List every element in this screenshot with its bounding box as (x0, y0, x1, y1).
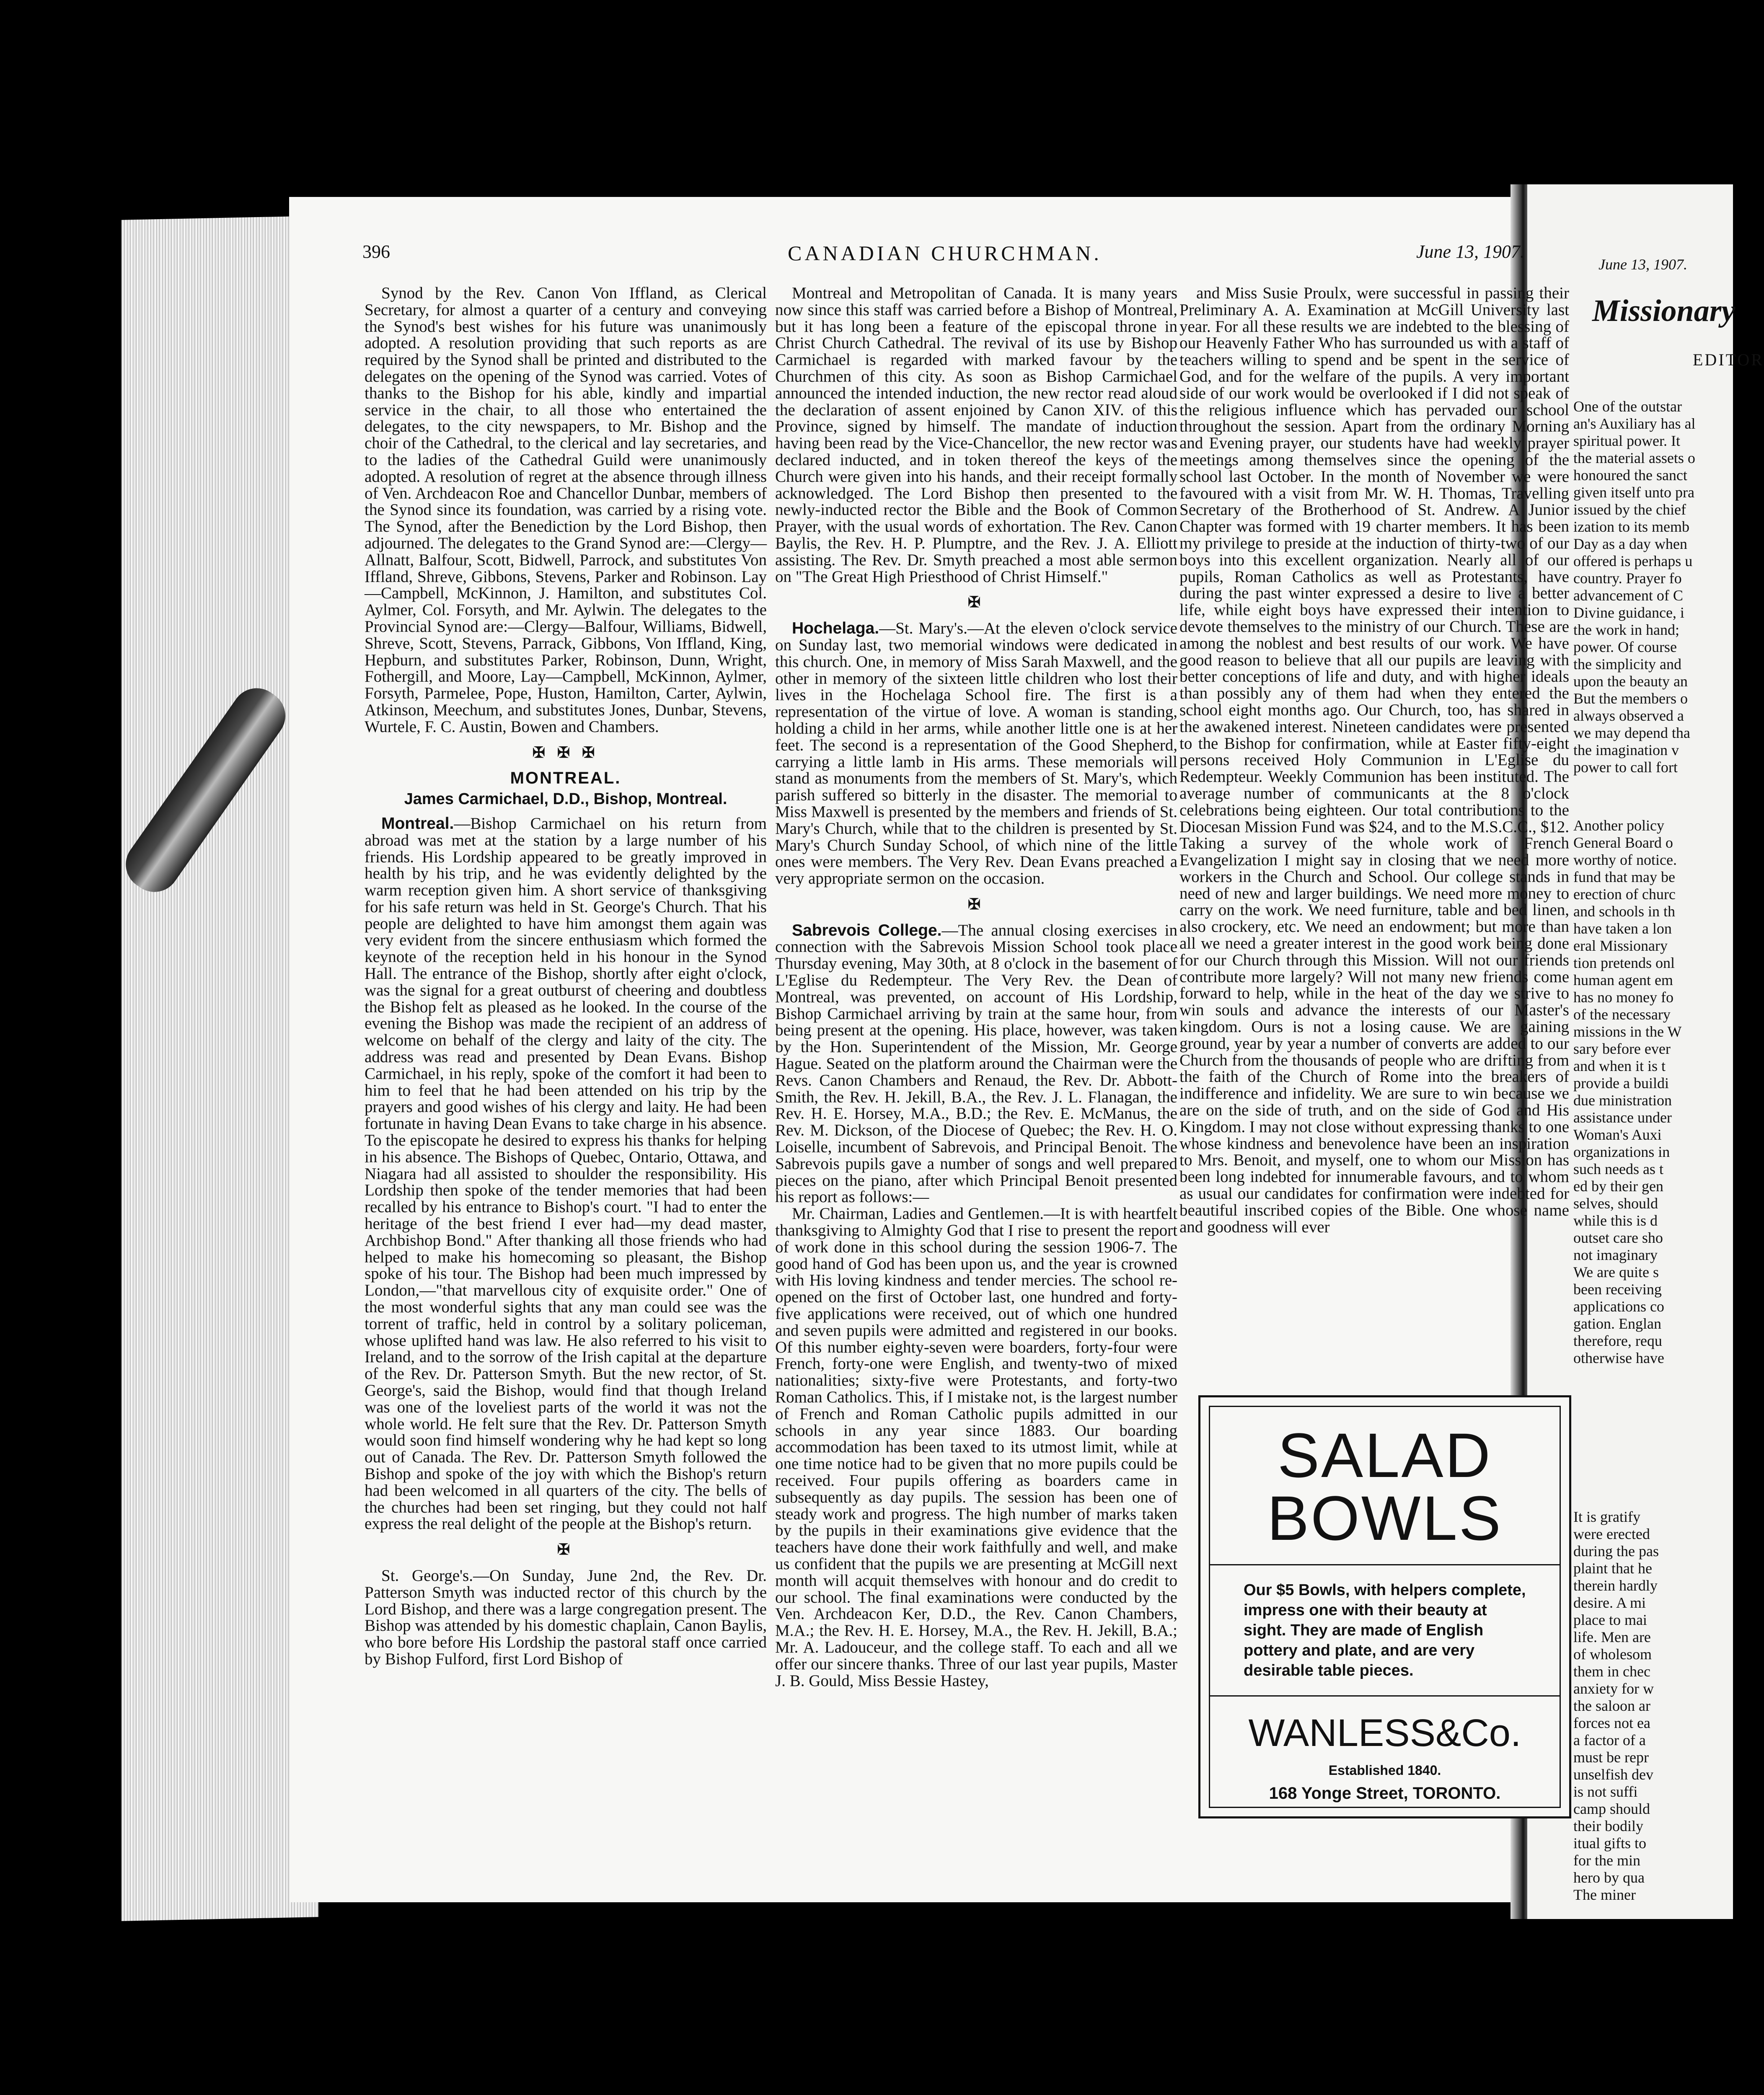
right-page-line: desire. A mi (1573, 1594, 1646, 1611)
right-page-column-top (1573, 398, 1733, 776)
right-page-line: place to mai (1573, 1611, 1647, 1628)
section-heading: MONTREAL. (510, 769, 621, 788)
right-page-line: We are quite s (1573, 1264, 1659, 1280)
right-page-line: worthy of notice. (1573, 851, 1677, 868)
journal-title: CANADIAN CHURCHMAN. (788, 241, 1102, 265)
right-page-subtitle: EDITOR (1693, 350, 1764, 369)
column-2 (775, 285, 1177, 1689)
right-page-line: life. Men are (1573, 1629, 1651, 1645)
right-page-line: hero by qua (1573, 1869, 1645, 1886)
right-page-line: Divine guidance, i (1573, 604, 1684, 621)
right-page-line: and when it is t (1573, 1058, 1666, 1074)
right-page-line: the saloon ar (1573, 1697, 1650, 1714)
right-page-line: during the pas (1573, 1543, 1659, 1560)
right-page-line: Day as a day when (1573, 535, 1687, 552)
right-page-line: tion pretends onl (1573, 954, 1675, 971)
sabrevois-lead: Sabrevois College. (792, 921, 942, 939)
ad-title-line-1: SALAD (1278, 1420, 1492, 1490)
right-page-line: anxiety for w (1573, 1680, 1654, 1697)
right-page-line: power to call fort (1573, 759, 1678, 776)
right-page-line: human agent em (1573, 972, 1673, 988)
right-page-line: upon the beauty an (1573, 673, 1688, 690)
right-page-line: ed by their gen (1573, 1178, 1663, 1195)
right-page-line: General Board o (1573, 834, 1673, 851)
advertisement-frame (1209, 1406, 1561, 1808)
right-page-date: June 13, 1907. (1598, 256, 1687, 273)
right-page-line: always observed a (1573, 707, 1684, 724)
montreal-lead: Montreal. (381, 814, 454, 833)
ad-title (1210, 1420, 1560, 1553)
synod-paragraph: Synod by the Rev. Canon Von Iffland, as Clerical Secretary, for almost a quarter of a century and conveying the Synod's best wishes for his future was unanimously adopted. A resolution providing that such reports as are required by the Synod shall be printed and distributed to the delegates on the opening of the Synod was carried. Votes of thanks to the Bishop for his able, kindly and impartial service in the chair, to all those who entertained the delegates, to the city newspapers, to Mr. Bishop and the choir of the Cathedral, to the clerical and lay secretaries, and to the ladies of the Cathedral Guild were unanimously adopted. A resolution of regret at the absence through illness of Ven. Archdeacon Roe and Chancellor Dunbar, members of the Synod since its foundation, was carried by a rising vote. The Synod, after the Benediction by the Lord Bishop, then adjourned. The delegates to the Grand Synod are:—Clergy—Allnatt, Balfour, Scott, Bidwell, Parrock, and substitutes Von Iffland, Shreve, Gibbons, Stevens, Parker and Robinson. Lay—Campbell, McKinnon, J. Hamilton, and substitutes Col. Aylmer, Col. Forsyth, and Mr. Aylwin. The delegates to the Provincial Synod are:—Clergy—Balfour, Williams, Bidwell, Shreve, Scott, Stevens, Parrack, Gibbons, Von Iffland, King, Hepburn, and substitutes Parker, Robinson, Dunn, Wright, Fothergill, and Moore, Lay—Campbell, McKinnon, Aylmer, Forsyth, Parmelee, Pope, Huston, Hamilton, Carter, Aylwin, Atkinson, Meechum, and substitutes Jones, Dunbar, Stevens, Wurtele, F. C. Austin, Bowen and Chambers. (365, 284, 767, 736)
right-page-line: selves, should (1573, 1195, 1658, 1212)
right-page-line: Woman's Auxi (1573, 1126, 1662, 1143)
right-page-line: offered is perhaps u (1573, 553, 1693, 569)
right-page-line: outset care sho (1573, 1229, 1663, 1246)
right-page-line: Another policy (1573, 817, 1664, 834)
right-page-line: advancement of C (1573, 587, 1683, 604)
ad-address: 168 Yonge Street, TORONTO. (1269, 1784, 1501, 1803)
right-page-line: spiritual power. It (1573, 432, 1680, 449)
report-paragraph: Mr. Chairman, Ladies and Gentlemen.—It is with heartfelt thanksgiving to Almighty God that I rise to present the report of work done in this school during the session 1906-7. The good hand of God has been upon us, and the year is crowned with His loving kindness and tender mercies. The school re-opened on the first of October last, one hundred and forty-five applications were received, out of which one hundred and seven pupils were admitted and registered in our books. Of this number eighty-seven were boarders, forty-four were French, forty-one were English, and twenty-two of mixed nationalities; sixty-five were Protestants, and forty-two Roman Catholics. This, if I mistake not, is the largest number of French and Roman Catholic pupils admitted in our schools in any year since 1883. Our boarding accommodation has been taxed to its utmost limit, while at one time notice had to be given that no more pupils could be received. Four pupils offering as boarders came in subsequently as day pupils. The session has been one of steady work and progress. The high number of marks taken by the pupils in their examinations give evidence that the teachers have done their work faithfully and well, and make us confident that the pupils we are presenting at McGill next month will acquit themselves with honour and do credit to our school. The final examinations were conducted by the Ven. Archdeacon Ker, D.D., the Rev. Canon Chambers, M.A.; the Rev. H. E. Horsey, M.A., the Rev. H. Jekill, B.A.; Mr. A. Ladouceur, and the college staff. To each and all we offer our sincere thanks. Three of our last year pupils, Master J. B. Gould, Miss Bessie Hastey, (775, 1205, 1177, 1690)
right-page-line: due ministration (1573, 1092, 1672, 1109)
right-page-line: an's Auxiliary has al (1573, 415, 1696, 432)
right-page-line: power. Of course (1573, 639, 1677, 655)
right-page-line: But the members o (1573, 690, 1688, 707)
right-page-line: we may depend tha (1573, 724, 1690, 741)
column-1 (365, 285, 767, 1668)
small-separator: ✠ (557, 1541, 574, 1558)
right-page-line: their bodily (1573, 1818, 1643, 1834)
right-page-line: honoured the sanct (1573, 467, 1687, 484)
right-page-line: must be repr (1573, 1749, 1649, 1766)
issue-date: June 13, 1907. (1416, 241, 1525, 262)
salad-bowls-advertisement (1198, 1395, 1571, 1818)
right-page-line: country. Prayer fo (1573, 570, 1682, 587)
right-page-line: ization to its memb (1573, 518, 1689, 535)
induction-paragraph: Montreal and Metropolitan of Canada. It is many years now since this staff was carried before a Bishop of Montreal, but it has long been a feature of the episcopal throne in Christ Church Cathedral. The revival of its use by Bishop Carmichael is regarded with marked favour by the Churchmen of this city. As soon as Bishop Carmichael announced the intended induction, the new rector read aloud the declaration of assent enjoined by Canon XIV. of this Province, signed by himself. The mandate of induction having been read by the Vice-Chancellor, the new rector was declared inducted, and in token thereof the keys of the Church were given into his hands, and their receipt formally acknowledged. The Lord Bishop then presented to the newly-inducted rector the Bible and the Book of Common Prayer, with the usual words of exhortation. The Rev. Canon Baylis, the Rev. H. P. Plumptre, and the Rev. J. A. Elliott assisting. The Rev. Dr. Smyth preached a most able sermon on "The Great High Priesthood of Christ Himself." (775, 284, 1177, 586)
hochelaga-paragraph (775, 620, 1177, 887)
right-page-line: forces not ea (1573, 1715, 1650, 1731)
right-page-line: issued by the chief (1573, 501, 1686, 518)
hochelaga-lead: Hochelaga. (792, 619, 879, 638)
right-page-line: given itself unto pra (1573, 484, 1694, 501)
right-page-line: is not suffi (1573, 1783, 1638, 1800)
column-3 (1179, 285, 1569, 1235)
ad-divider (1210, 1695, 1560, 1697)
right-page-line: gation. Englan (1573, 1315, 1661, 1332)
right-page-line: such needs as t (1573, 1161, 1663, 1177)
right-page-line: organizations in (1573, 1143, 1670, 1160)
st-georges-paragraph: St. George's.—On Sunday, June 2nd, the Rev. Dr. Patterson Smyth was inducted rector of this church by the Lord Bishop, and there was a large congregation present. The Bishop was attended by his domestic chaplain, Canon Baylis, who bore before His Lordship the pastoral staff once carried by Bishop Fulford, first Lord Bishop of (365, 1566, 767, 1668)
right-page-line: the material assets o (1573, 450, 1695, 466)
right-page-line: applications co (1573, 1298, 1664, 1315)
section-separator: ✠ ✠ ✠ (532, 744, 599, 761)
right-page-line: the work in hand; (1573, 621, 1679, 638)
right-page-line: otherwise have (1573, 1350, 1664, 1366)
page-number: 396 (362, 241, 390, 262)
right-page-line: have taken a lon (1573, 920, 1672, 937)
right-page-line: assistance under (1573, 1109, 1672, 1126)
right-page-line: camp should (1573, 1800, 1650, 1817)
right-page-line: of wholesom (1573, 1646, 1652, 1663)
right-page-line: them in chec (1573, 1663, 1650, 1680)
right-page-line: while this is d (1573, 1212, 1658, 1229)
right-page-line: plaint that he (1573, 1560, 1652, 1577)
right-page-title: Missionary (1592, 294, 1736, 328)
sabrevois-paragraph (775, 922, 1177, 1206)
montreal-paragraph (365, 815, 767, 1532)
small-separator: ✠ (967, 594, 985, 611)
right-page-line: has no money fo (1573, 989, 1673, 1006)
ad-company: WANLESS&Co. (1248, 1712, 1521, 1754)
right-page-line: were erected (1573, 1526, 1650, 1542)
section-subheading: James Carmichael, D.D., Bishop, Montreal. (404, 790, 727, 808)
right-page-line: It is gratify (1573, 1508, 1640, 1525)
right-page-line: therein hardly (1573, 1577, 1658, 1594)
ad-divider (1210, 1564, 1560, 1565)
right-page-line: The miner (1573, 1886, 1636, 1903)
montreal-text: —Bishop Carmichael on his return from abroad was met at the station by a large number of his friends. His Lordship appeared to be greatly improved in health by his trip, and he was evidently delighted by the warm reception given him. A short service of thanksgiving for his safe return was held in St. George's Church. That his people are delighted to have him amongst them again was very evident from the sincere enthusiasm which formed the keynote of the reception held in his honour in the Synod Hall. The entrance of the Bishop, shortly after eight o'clock, was the signal for a great outburst of cheering and doubtless the Bishop felt as pleased as he looked. In the course of the evening the Bishop was made the recipient of an address of welcome on behalf of the clergy and laity of the city. The address was read and presented by Dean Evans. Bishop Carmichael, in his reply, spoke of the comfort it had been to him to feel that he had been attended on his trip by the prayers and good wishes of his clergy and laity. He had been fortunate in having Dean Evans to take charge in his absence. To the episcopate he desired to express his thanks for helping in his absence. The Bishops of Quebec, Ontario, Ottawa, and Niagara had all assisted to shoulder the responsibility. His Lordship then spoke of the tender memories that had been recalled by his entrance to Bishop's court. "I had to enter the heritage of the best friend I ever had—my dead master, Archbishop Bond." After thanking all those friends who had helped to make his homecoming so pleasant, the Bishop spoke of his tour. The Bishop had been much impressed by London,—"that marvellous city of exquisite order." One of the most wonderful sights that any man could see was the torrent of traffic, held in control by a solitary policeman, whose uplifted hand was law. He also referred to his visit to Ireland, and to the sorrow of the Irish capital at the departure of the Rev. Dr. Patterson Smyth. But the new rector, of St. George's, said the Bishop, would find that though Ireland was one of the loveliest parts of the world it was not the whole world. He felt sure that the Rev. Dr. Patterson Smyth would soon find himself wondering why he had kept so long out of Canada. The Rev. Dr. Patterson Smyth followed the Bishop and spoke of the joy with which the Bishop's return had been welcomed in all quarters of the city. The bells of the churches had been set ringing, but they could not half express the real delight of the people at the Bishop's return. (365, 814, 767, 1533)
right-page-line: missions in the W (1573, 1023, 1682, 1040)
ad-title-line-2: BOWLS (1267, 1483, 1503, 1553)
ad-established: Established 1840. (1328, 1763, 1441, 1778)
right-page-line: fund that may be (1573, 869, 1675, 885)
right-page-line: erection of churc (1573, 886, 1676, 903)
ad-body: Our $5 Bowls, with helpers complete, impress one with their beauty at sight. They are made of English pottery and plate, and are very desirable table pieces. (1244, 1581, 1526, 1679)
right-page-line: the imagination v (1573, 742, 1679, 758)
right-page-line: and schools in th (1573, 903, 1675, 920)
right-page-line: provide a buildi (1573, 1075, 1669, 1091)
small-separator: ✠ (967, 895, 985, 913)
right-page-line: therefore, requ (1573, 1332, 1662, 1349)
sabrevois-text: —The annual closing exercises in connection with the Sabrevois Mission School took place Thursday evening, May 30th, at 8 o'clock in the basement of L'Eglise du Redempteur. The Very Rev. the Dean of Montreal, was prevented, on account of His Lordship, Bishop Carmichael arriving by train at the same hour, from being present at the opening. His place, however, was taken by the Hon. Superintendent of the Mission, Mr. George Hague. Seated on the platform around the Chairman were the Revs. Canon Chambers and Renaud, the Rev. Dr. Abbott-Smith, the Rev. H. Jekill, B.A., the Rev. J. L. Flanagan, the Rev. H. E. Horsey, M.A., B.D.; the Rev. E. McManus, the Rev. M. Dickson, of the Diocese of Quebec; the Rev. H. O. Loiselle, incumbent of Sabrevois, and Principal Benoit. The Sabrevois pupils gave a number of songs and well prepared pieces on the piano, after which Principal Benoit presented his report as follows:— (775, 921, 1177, 1206)
right-page-line: of the necessary (1573, 1006, 1671, 1023)
right-page-line: eral Missionary (1573, 937, 1668, 954)
hochelaga-text: —St. Mary's.—At the eleven o'clock service on Sunday last, two memorial windows were dedicated in this church. One, in memory of Miss Sarah Maxwell, and the other in memory of the sixteen little children who lost their lives in the Hochelaga School fire. The first is a representation of the virtue of love. A woman is standing, holding a child in her arms, while another little one is at her feet. The second is a representation of the Good Shepherd, carrying a little lamb in His arms. These memorials will stand as monuments from the members of St. Mary's, which parish suffered so bitterly in the disaster. The memorial to Miss Maxwell is presented by the members and friends of St. Mary's Church, while that to the children is presented by St. Mary's Church Sunday School, of which nine of the little ones were members. The Very Rev. Dean Evans preached a very appropriate sermon on the occasion. (775, 619, 1177, 888)
right-page-column-bottom (1573, 1508, 1733, 1904)
right-page-line: for the min (1573, 1852, 1640, 1869)
right-page-line: a factor of a (1573, 1732, 1646, 1748)
right-page-line: sary before ever (1573, 1040, 1671, 1057)
right-page-line: unselfish dev (1573, 1766, 1653, 1783)
right-page-line: the simplicity and (1573, 656, 1681, 672)
right-page-line: been receiving (1573, 1281, 1662, 1298)
right-page-column-middle (1573, 817, 1733, 1367)
right-page-line: One of the outstar (1573, 398, 1682, 415)
right-page-line: itual gifts to (1573, 1835, 1646, 1852)
report-continued-paragraph: and Miss Susie Proulx, were successful in passing their Preliminary A. A. Examination at McGill University last year. For all these results we are indebted to the blessing of our Heavenly Father Who has surrounded us with a staff of teachers willing to spend and be spent in the service of God, and for the welfare of the pupils. A very important side of our work would be overlooked if I did not speak of the religious influence which has pervaded our school throughout the session. Apart from the ordinary Morning and Evening prayer, our students have had weekly prayer meetings among themselves since the opening of the school last October. In the month of November we were favoured with a visit from Mr. W. H. Thomas, Travelling Secretary of the Brotherhood of St. Andrew. A Junior Chapter was formed with 19 charter members. It has been my privilege to preside at the induction of thirty-two of our boys into this excellent organization. Nearly all of our pupils, Roman Catholics as well as Protestants, have during the past winter expressed a desire to live a better life, while eight boys have expressed their intention to devote themselves to the ministry of our Church. These are among the noblest and best results of our work. We have good reason to believe that all our pupils are leaving with better conceptions of life and duty, and with higher ideals than possibly any of them had when they entered the school eight months ago. Our Church, too, has shared in the awakened interest. Nineteen candidates were presented to the Bishop for confirmation, while at Easter fifty-eight persons received Holy Communion in L'Eglise du Redempteur. Weekly Communion has been instituted. The average number of communicants at the 8 o'clock celebrations being eighteen. Our total contributions to the Diocesan Mission Fund was $24, and to the M.S.C.C., $12. Taking a survey of the whole work of French Evangelization I might say in closing that we need more workers in the Church and School. Our college stands in need of new and larger buildings. We need more money to carry on the work. We need furniture, table and bed linen, also crockery, etc. We need an endowment; but more than all we need a greater interest in the good work being done for our Church through this Mission. Will not our friends contribute more largely? Will not many new friends come forward to help, while in the heat of the day we strive to win souls and advance the interests of our Master's kingdom. Ours is not a losing cause. We are gaining ground, year by year a number of converts are added to our Church from the thousands of people who are drifting from the faith of the Church of Rome into the breakers of indifference and infidelity. We are sure to win because we are on the side of truth, and on the side of God and His Kingdom. I may not close without expressing thanks to one whose kindness and benevolence have been an inspiration to Mrs. Benoit, and myself, one to whom our Mission has been long indebted for innumerable favours, and to whom as usual our candidates for confirmation were indebted for beautiful inscribed copies of the Bible. One whose name and goodness will ever (1179, 284, 1569, 1236)
right-page-line: not imaginary (1573, 1247, 1658, 1263)
